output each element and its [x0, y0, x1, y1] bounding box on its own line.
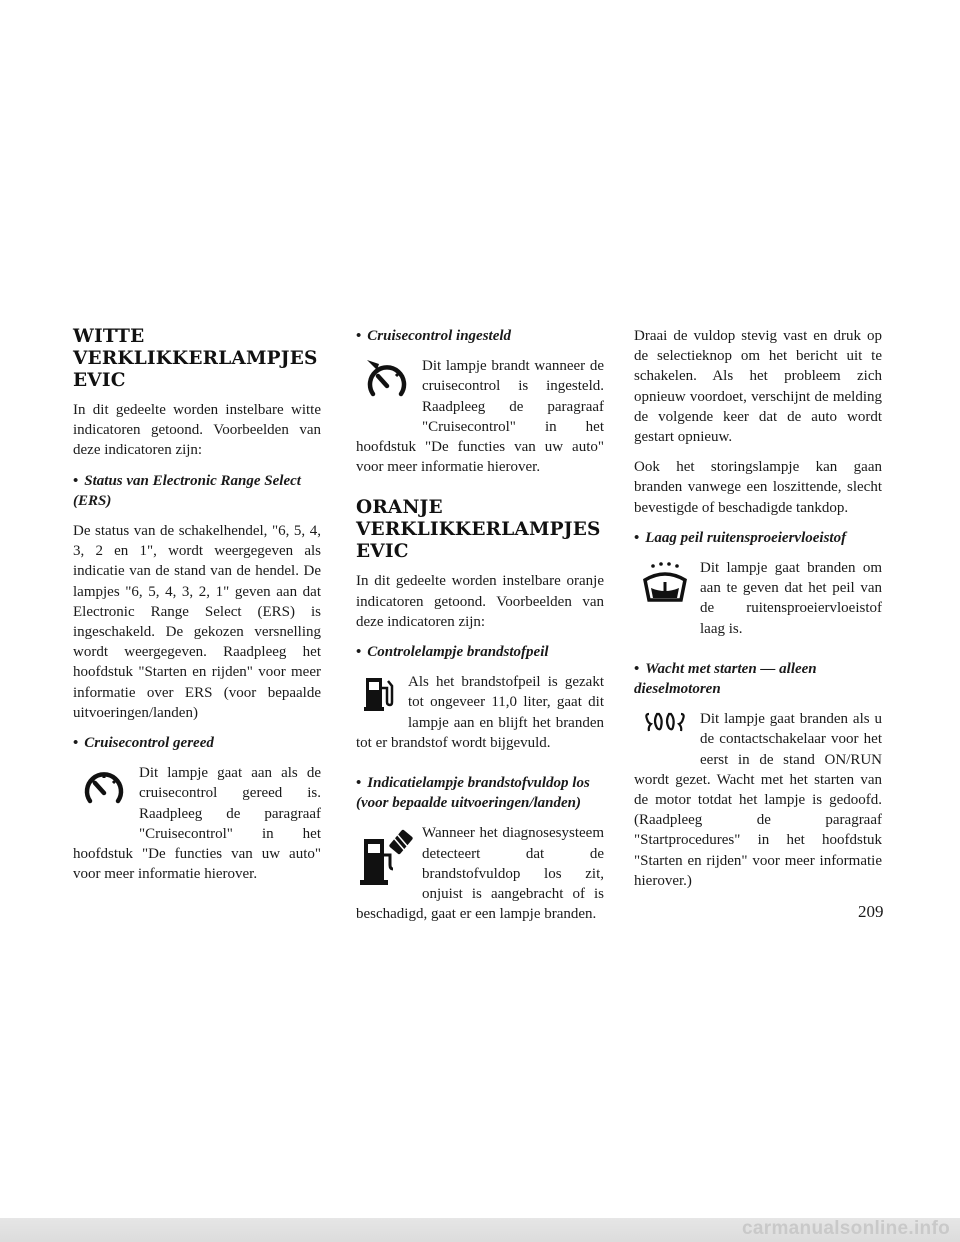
bullet-washer: • Laag peil ruitensproeiervloeistof: [634, 529, 847, 546]
watermark-text: carmanualsonline.info: [742, 1218, 950, 1239]
fuel-cap-icon: [356, 825, 418, 897]
ers-text: De status van de schakelhendel, "6, 5, 4, 3, 2 en 1", wordt weergegeven als indicatie van de stand van de hendel. De lampjes "6, 5, 4, 3, 2, 1" geven aan dat Electronic Range Select (ERS) is ingeschakeld. De gekozen versnelling wordt weergegeven. Raadpleeg het hoofdstuk "Starten en rijden" voor meer informatie over ERS (voor bepaalde uitvoeringen/landen): [73, 523, 321, 721]
washer-fluid-icon: [634, 560, 696, 630]
fuel-pump-icon: [364, 674, 404, 718]
cruise-ready-block: [73, 763, 321, 884]
section-heading-white: WITTE VERKLIKKERLAMPJES EVIC: [73, 326, 318, 391]
bullet-ers: • Status van Electronic Range Select (ERS): [73, 472, 301, 509]
fuel-text: Als het brandstofpeil is gezakt tot ongeveer 11,0 liter, gaat dit lampje aan en blijft het branden tot er brandstof wordt bijgevuld.: [356, 674, 604, 751]
bullet-fuel: • Controlelampje brandstofpeil: [356, 644, 549, 661]
watermark-bar: [0, 1218, 960, 1242]
section-heading-orange: ORANJE VERKLIKKERLAMPJES EVIC: [356, 497, 601, 563]
cap-continued-2: Ook het storingslampje kan gaan branden vanwege een loszittende, slecht bevestigde of beschadigde tankdop.: [634, 459, 882, 516]
bullet-cap: • Indicatielampje brandstofvuldop los (voor bepaalde uitvoeringen/landen): [356, 775, 590, 812]
bullet-glow: • Wacht met starten — alleen dieselmotoren: [634, 660, 817, 698]
intro-orange: In dit gedeelte worden instelbare oranje indicatoren getoond. Voorbeelden van deze indicatoren zijn:: [356, 573, 604, 630]
cruise-ready-text: Dit lampje gaat aan als de cruisecontrol gereed is. Raadpleeg de paragraaf "Cruisecontrol" in het hoofdstuk "De functies van uw auto" voor meer informatie hierover.: [73, 765, 321, 883]
column-3: [634, 326, 882, 901]
glow-plug-icon: [634, 711, 696, 751]
glow-text: Dit lampje gaat branden als u de contactschakelaar voor het eerst in de stand ON/RUN wordt gezet. Wacht met het starten van de motor totdat het lampje is gedoofd. (Raadpleeg de paragraaf "Startprocedures" in het hoofdstuk "Starten en rijden" voor meer informatie hierover.): [634, 711, 882, 889]
column-1: [73, 326, 321, 894]
bullet-cruise-ready: • Cruisecontrol gereed: [73, 735, 214, 752]
washer-block: [634, 558, 882, 649]
fuel-block: [356, 672, 604, 763]
cruise-set-block: [356, 356, 604, 487]
page-number: 209: [858, 902, 884, 921]
cap-text: Wanneer het diagnosesysteem detecteert dat de brandstofvuldop los zit, onjuist is aangebracht of is beschadigd, gaat er een lampje branden.: [356, 825, 604, 923]
cruise-set-text: Dit lampje brandt wanneer de cruisecontrol is ingesteld. Raadpleeg de paragraaf "Cruisecontrol" in het hoofdstuk "De functies van uw auto" voor meer informatie hierover.: [356, 358, 604, 476]
glow-block: [634, 709, 882, 891]
intro-white: In dit gedeelte worden instelbare witte indicatoren getoond. Voorbeelden van deze indicatoren zijn:: [73, 402, 321, 459]
column-2: [356, 326, 604, 934]
washer-text: Dit lampje gaat branden om aan te geven dat het peil van de ruitensproeiervloeistof laag is.: [700, 560, 882, 637]
speedometer-set-icon: [356, 358, 418, 418]
cap-block: [356, 823, 604, 924]
bullet-cruise-set: • Cruisecontrol ingesteld: [356, 328, 512, 344]
speedometer-icon: [73, 765, 135, 825]
cap-continued: Draai de vuldop stevig vast en druk op de selectieknop om het bericht uit te schakelen. Als het probleem zich opnieuw voordoet, verschijnt de melding de volgende keer dat de auto wordt gestart opnieuw.: [634, 328, 882, 446]
